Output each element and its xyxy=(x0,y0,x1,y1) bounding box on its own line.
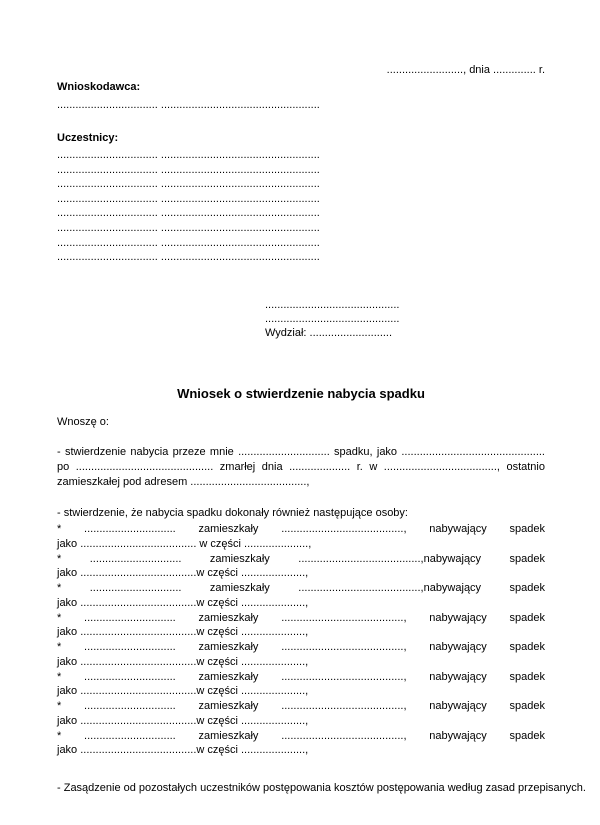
heir-entry xyxy=(57,670,545,700)
participant-name-dots: ................................. xyxy=(57,163,158,176)
heirs-intro: - stwierdzenie, że nabycia spadku dokonały również następujące osoby: xyxy=(57,507,408,519)
participant-fill-line xyxy=(57,206,320,221)
participant-name-dots: ................................. xyxy=(57,221,158,234)
participant-address-dots: .................................................... xyxy=(160,192,320,205)
heir-main-line: * .............................. zamieszkały ........................................, nabywający spadek xyxy=(57,523,545,535)
request-intro: Wnoszę o: xyxy=(57,416,109,428)
participant-address-dots: .................................................... xyxy=(160,221,320,234)
heir-share-line: jako ...................................... w części ....................., xyxy=(57,537,312,550)
applicant-name-dots: ................................. xyxy=(57,99,158,111)
participant-address-dots: .................................................... xyxy=(160,251,320,264)
heir-share-line: jako ......................................w części ....................., xyxy=(57,685,309,698)
participant-fill-line xyxy=(57,236,320,251)
participant-name-dots: ................................. xyxy=(57,192,158,205)
participants-label: Uczestnicy: xyxy=(57,132,119,144)
applicant-label: Wnioskodawca: xyxy=(57,81,141,93)
statement-line-1: - stwierdzenie nabycia przeze mnie .............................. spadku, jako ............................................... xyxy=(57,446,545,458)
heir-main-line: * .............................. zamieszkały ........................................, nabywający spadek xyxy=(57,729,545,742)
participant-address-dots: .................................................... xyxy=(160,207,320,220)
participant-address-dots: .................................................... xyxy=(160,149,320,161)
statement-line-3: zamieszkałej pod adresem ......................................, xyxy=(57,475,310,488)
heir-share-line: jako ......................................w części ....................., xyxy=(57,596,309,609)
court-address-block xyxy=(265,298,399,341)
court-department-line xyxy=(265,326,399,340)
heir-entry xyxy=(57,581,545,611)
participant-fill-line xyxy=(57,148,320,163)
heir-share-line: jako ......................................w części ....................., xyxy=(57,714,309,727)
date-line: ........................., dnia .............. r. xyxy=(386,64,545,76)
costs-clause: - Zasądzenie od pozostałych uczestników postępowania kosztów postępowania według zasad przepisanych. xyxy=(57,782,586,794)
heir-share-line: jako ......................................w części ....................., xyxy=(57,567,309,580)
heir-share-line: jako ......................................w części ....................., xyxy=(57,655,309,668)
heir-main-line: * .............................. zamieszkały ........................................,nabywający spadek xyxy=(57,552,545,565)
heir-entry xyxy=(57,729,545,759)
participant-fill-line xyxy=(57,177,320,192)
participant-name-dots: ................................. xyxy=(57,207,158,220)
participant-name-dots: ................................. xyxy=(57,236,158,249)
heir-entry xyxy=(57,611,545,641)
department-label: Wydział: xyxy=(265,327,307,340)
statement-line-2: po ............................................. zmarłej dnia .................... r. w ....................................., ostatnio xyxy=(57,460,545,473)
applicant-fill-line xyxy=(57,99,320,111)
participant-name-dots: ................................. xyxy=(57,149,158,161)
document-title: Wniosek o stwierdzenie nabycia spadku xyxy=(177,386,425,401)
heir-main-line: * .............................. zamieszkały ........................................, nabywający spadek xyxy=(57,641,545,653)
heir-main-line: * .............................. zamieszkały ........................................, nabywający spadek xyxy=(57,670,545,683)
court-name-dots: ............................................ xyxy=(265,299,400,311)
heir-entry xyxy=(57,552,545,582)
heir-main-line: * .............................. zamieszkały ........................................, nabywający spadek xyxy=(57,611,545,624)
applicant-address-dots: .................................................... xyxy=(160,99,320,111)
participant-fill-line xyxy=(57,163,320,178)
participant-name-dots: ................................. xyxy=(57,251,158,264)
participants-list xyxy=(57,148,320,265)
inheritance-statement-paragraph xyxy=(57,445,545,489)
participant-fill-line xyxy=(57,192,320,207)
heir-entry xyxy=(57,699,545,729)
participant-address-dots: .................................................... xyxy=(160,178,320,191)
participant-name-dots: ................................. xyxy=(57,178,158,191)
heir-share-line: jako ......................................w części ....................., xyxy=(57,744,309,757)
department-dots: ........................... xyxy=(309,327,393,340)
heir-entry xyxy=(57,522,545,552)
heir-main-line: * .............................. zamieszkały ........................................, nabywający spadek xyxy=(57,700,545,712)
court-location-dots: ............................................ xyxy=(265,313,400,326)
participant-address-dots: .................................................... xyxy=(160,163,320,176)
heir-entry xyxy=(57,640,545,670)
heir-main-line: * .............................. zamieszkały ........................................,nabywający spadek xyxy=(57,582,545,594)
heir-share-line: jako ......................................w części ....................., xyxy=(57,626,309,639)
heirs-list xyxy=(57,522,545,758)
participant-fill-line xyxy=(57,250,320,265)
participant-fill-line xyxy=(57,221,320,236)
participant-address-dots: .................................................... xyxy=(160,236,320,249)
